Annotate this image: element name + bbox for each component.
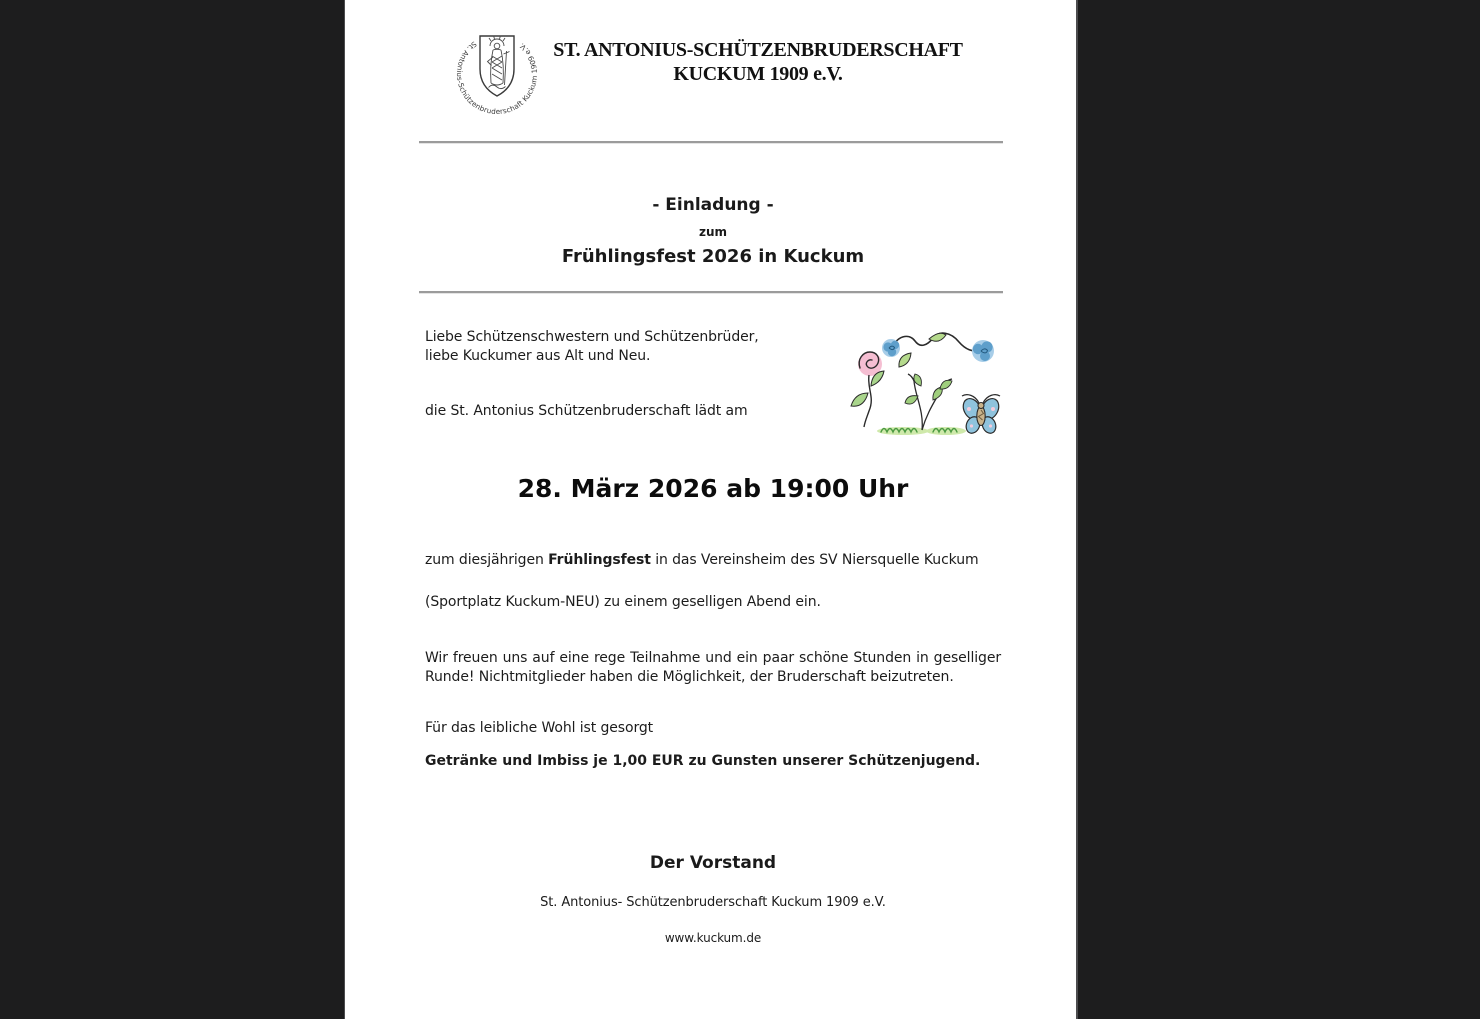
event-title: Frühlingsfest 2026 in Kuckum bbox=[561, 246, 865, 267]
butterfly-icon bbox=[960, 395, 1001, 436]
divider-top bbox=[419, 141, 1003, 144]
invitation-subheading: zum bbox=[698, 225, 728, 239]
divider-middle bbox=[419, 291, 1003, 294]
org-title-line2: KUCKUM 1909 e.V. bbox=[673, 63, 843, 85]
salutation-line2: liebe Kuckumer aus Alt und Neu. bbox=[425, 348, 651, 364]
invite-sentence bbox=[425, 551, 1001, 570]
salutation-line1: Liebe Schützenschwestern und Schützenbrüder, bbox=[425, 329, 759, 345]
invite-sentence-pre: zum diesjährigen bbox=[425, 552, 549, 568]
event-date-heading: 28. März 2026 ab 19:00 Uhr bbox=[517, 474, 909, 503]
signature: Der Vorstand bbox=[649, 853, 777, 873]
invitation-heading: - Einladung - bbox=[652, 195, 774, 215]
org-title bbox=[478, 38, 1038, 86]
footer-website: www.kuckum.de bbox=[664, 931, 762, 945]
spring-doodle-illustration bbox=[845, 323, 1001, 445]
crest-ring-text: St. Antonius-Schützenbruderschaft Kuckum 1909 e.V. bbox=[454, 39, 540, 117]
intro-line: die St. Antonius Schützenbruderschaft lädt am bbox=[425, 403, 748, 419]
participation-paragraph: Wir freuen uns auf eine rege Teilnahme und ein paar schöne Stunden in geselliger Runde! Nichtmitglieder haben die Möglichkeit, der Bruderschaft beizutreten. bbox=[425, 650, 1001, 685]
invite-sentence-bold: Frühlingsfest bbox=[548, 552, 651, 568]
invite-sentence-post: in das Vereinsheim des SV Niersquelle Kuckum bbox=[650, 552, 979, 568]
footer-org-name: St. Antonius- Schützenbruderschaft Kuckum 1909 e.V. bbox=[540, 895, 886, 910]
price-note: Getränke und Imbiss je 1,00 EUR zu Gunsten unserer Schützenjugend. bbox=[425, 753, 981, 769]
document-page bbox=[344, 0, 1078, 1019]
catering-line: Für das leibliche Wohl ist gesorgt bbox=[425, 720, 654, 736]
invite-location-line: (Sportplatz Kuckum-NEU) zu einem geselligen Abend ein. bbox=[425, 594, 821, 610]
org-title-line1: ST. ANTONIUS-SCHÜTZENBRUDERSCHAFT bbox=[553, 39, 963, 61]
